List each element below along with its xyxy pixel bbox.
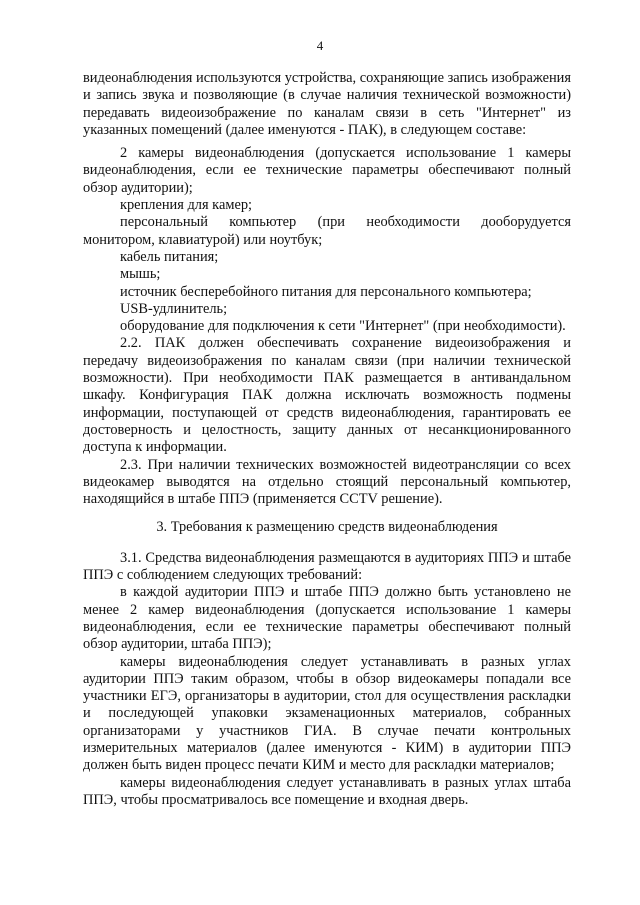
paragraph-3-1: 3.1. Средства видеонаблюдения размещаются в аудиториях ППЭ и штабе ППЭ с соблюдением следующих требований: xyxy=(83,549,571,584)
page-number: 4 xyxy=(316,38,324,53)
list-item-usb-extender: USB-удлинитель; xyxy=(120,300,228,317)
list-item-ups: источник бесперебойного питания для персонального компьютера; xyxy=(120,283,532,300)
list-item-mounts: крепления для камер; xyxy=(120,197,253,214)
list-item-camera-placement-auditorium: камеры видеонаблюдения следует устанавливать в разных углах аудитории ППЭ таким образом, чтобы в обзор видеокамеры попадали все участники ЕГЭ, организаторы в аудитории, стол для осуществления раскладки и последующей упаковки экзаменационных материалов, собранных организаторами у участников ГИА. В случае печати контрольных измерительных материалов (далее именуются - КИМ) в аудитории ППЭ должен быть виден процесс печати КИМ и место для раскладки материалов; xyxy=(83,653,571,774)
document-body xyxy=(83,70,571,809)
list-item-mouse: мышь; xyxy=(120,266,161,283)
list-item-min-cameras: в каждой аудитории ППЭ и штабе ППЭ должно быть установлено не менее 2 камер видеонаблюдения (допускается использование 1 камеры видеонаблюдения, если ее технические параметры обеспечивают полный обзор аудитории, штаба ППЭ); xyxy=(83,584,571,653)
list-item-camera-placement-hq: камеры видеонаблюдения следует устанавливать в разных углах штаба ППЭ, чтобы просматривалось все помещение и входная дверь. xyxy=(83,774,571,808)
list-item-computer: персональный компьютер (при необходимости дооборудуется монитором, клавиатурой) или ноутбук; xyxy=(83,214,571,248)
list-item-cameras: 2 камеры видеонаблюдения (допускается использование 1 камеры видеонаблюдения, если ее технические параметры обеспечивают полный обзор аудитории); xyxy=(83,145,571,196)
paragraph-2-3: 2.3. При наличии технических возможностей видеотрансляции со всех видеокамер выводятся на отдельно стоящий персональный компьютер, находящийся в штабе ППЭ (применяется CCTV решение). xyxy=(83,456,571,508)
paragraph-2-2: 2.2. ПАК должен обеспечивать сохранение видеоизображения и передачу видеоизображения по каналам связи (при наличии технической возможности). При необходимости ПАК размещается в антивандальном шкафу. Конфигурация ПАК должна исключать возможность подмены информации, поступающей от средств видеонаблюдения, гарантировать ее достоверность и целостность, защиту данных от несанкционированного доступа к информации. xyxy=(83,335,571,456)
list-item-network-equipment: оборудование для подключения к сети "Интернет" (при необходимости). xyxy=(120,318,566,335)
section-heading-3: 3. Требования к размещению средств видеонаблюдения xyxy=(156,519,498,536)
paragraph-pak-composition: видеонаблюдения используются устройства, сохраняющие запись изображения и запись звука и позволяющие (в случае наличия технической возможности) передавать видеоизображение по каналам связи в сеть "Интернет" из указанных помещений (далее именуются - ПАК), в следующем составе: xyxy=(83,70,571,138)
list-item-power-cable: кабель питания; xyxy=(120,248,219,265)
